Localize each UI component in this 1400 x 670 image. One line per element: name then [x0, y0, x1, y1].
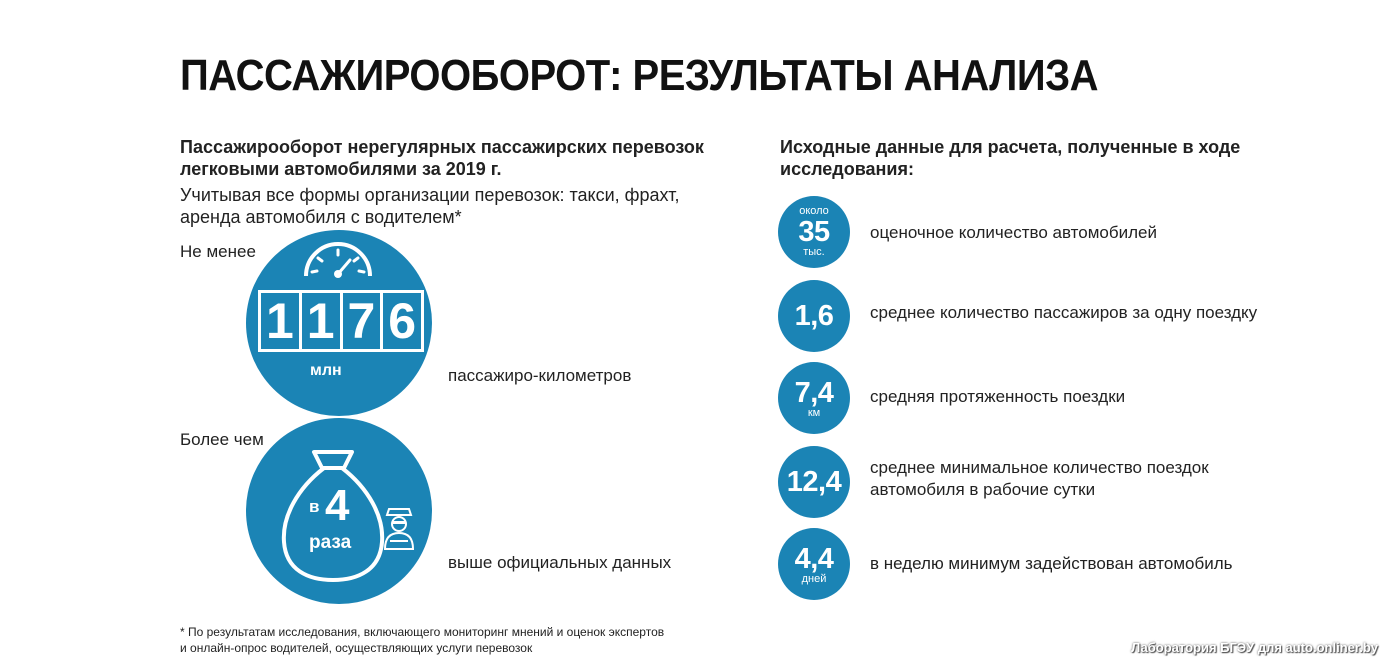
counter-unit: млн: [310, 362, 342, 379]
left-heading: Пассажирооборот нерегулярных пассажирских перевозок легковыми автомобилями за 2019 г.: [180, 137, 704, 179]
counter-digit: 1: [261, 293, 302, 349]
stat-value: 1,6: [794, 300, 834, 332]
stat-value: 12,4: [786, 466, 842, 498]
stat-text-cars: оценочное количество автомобилей: [870, 223, 1157, 242]
stat-circle-passengers: [778, 280, 850, 352]
footnote-line: * По результатам исследования, включающего мониторинг мнений и оценок экспертов: [180, 625, 665, 639]
block1-label-right: пассажиро-километров: [448, 366, 632, 385]
stat-unit: дней: [801, 572, 827, 585]
footnote: [180, 624, 664, 656]
page-title: ПАССАЖИРООБОРОТ: РЕЗУЛЬТАТЫ АНАЛИЗА: [180, 52, 1099, 100]
stat-text-passengers: среднее количество пассажиров за одну поездку: [870, 303, 1258, 322]
stat-text-trips: среднее минимальное количество поездок автомобиля в рабочие сутки: [870, 458, 1209, 499]
stat-circle-cars: [778, 196, 850, 268]
stat-text-distance: средняя протяженность поездки: [870, 387, 1126, 406]
ratio-suffix: раза: [309, 532, 352, 553]
stat-unit: тыс.: [803, 246, 825, 258]
block2-label-right: выше официальных данных: [448, 553, 672, 572]
digit-counter: [258, 290, 424, 352]
stat-unit: км: [807, 406, 821, 419]
counter-digit: 1: [302, 293, 343, 349]
footnote-line: и онлайн-опрос водителей, осуществляющих услуги перевозок: [180, 641, 533, 655]
watermark-credit: Лаборатория БГЭУ для auto.onliner.by: [1131, 640, 1378, 655]
ratio-number: 4: [325, 481, 350, 530]
counter-digit: 6: [388, 293, 417, 349]
taxi-driver-icon: [382, 505, 416, 551]
stat-text-days: в неделю минимум задействован автомобиль: [870, 554, 1233, 573]
counter-digit: 7: [343, 293, 384, 349]
stat-value: 35: [798, 216, 830, 248]
stat-value: 7,4: [794, 376, 834, 409]
stat-value: 4,4: [794, 542, 834, 575]
stat-circle-trips: [778, 446, 850, 518]
stat-circle-days: [778, 528, 850, 600]
block2-label-above: Более чем: [180, 430, 264, 449]
block1-label-above: Не менее: [180, 242, 256, 261]
left-subheading: Учитывая все формы организации перевозок: такси, фрахт, аренда автомобиля с водителем*: [180, 185, 680, 227]
ratio-prefix: в: [309, 497, 320, 516]
right-heading: Исходные данные для расчета, полученные в ходе исследования:: [780, 137, 1241, 179]
speedometer-icon: [300, 238, 376, 280]
stat-prefix: около: [799, 205, 829, 217]
stat-circle-distance: [778, 362, 850, 434]
